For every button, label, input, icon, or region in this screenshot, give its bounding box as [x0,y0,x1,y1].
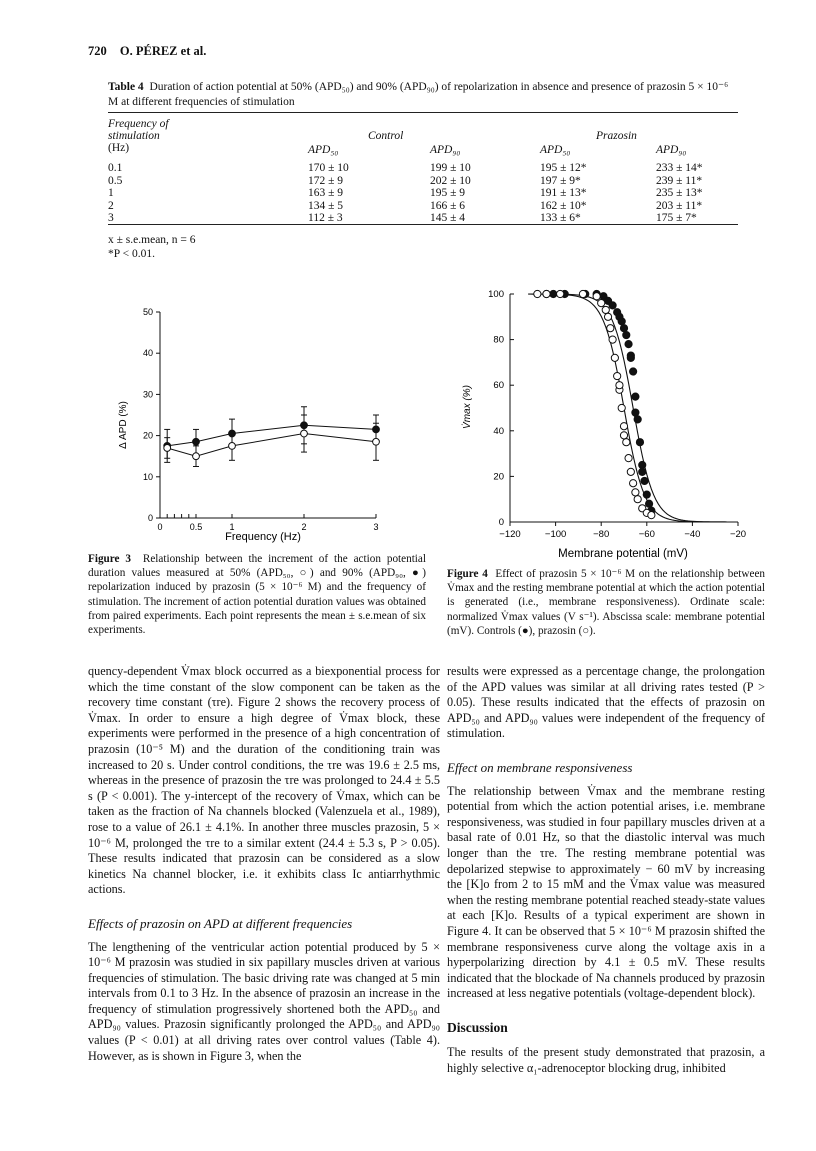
apd50-point [164,445,171,452]
subheader-prazosin-apd50: APD₅₀ [540,144,571,156]
table-cell-freq: 2 [108,199,114,212]
table-cell-freq: 0.5 [108,174,123,187]
running-header [88,44,206,59]
control-point [618,318,625,325]
left-paragraph-1: quency-dependent V̇max block occurred as a biexponential process for which the time constant of the slow component can be taken as the recovery time constant (τre). Figure 2 shows the recovery process of V̇max. In order to ensure a high degree of V̇max block, these experiments were performed in the presence of a high concentration of prazosin (10⁻⁵ M) and the duration of the conditioning train was increased to 20 s. Under control conditions, the τre was 19.6 ± 2.5 ms, whereas in the presence of prazosin the τre was prolonged to 24.4 ± 5.5 s (P < 0.001). The y-intercept of the recovery of V̇max, which can be taken as the fraction of Na channels blocked (Valenzuela et al., 1989), rose to a value of 26.1 ± 4.1%. In another three muscles prazosin, 5 × 10⁻⁶ M, prolonged the τre to a similar extent (24.4 ± 5.3 s, P > 0.05). These results indicated that prazosin can be considered as a slow kinetics Na channel blocker, i.e. it exhibits class Ic antiarrhythmic actions. [88,664,440,897]
y-tick-label: 40 [142,348,153,359]
figure4-ylabel: V̇max (%) [462,385,473,429]
prazosin-point [602,306,609,313]
figure4-chart [448,282,758,562]
prazosin-point [579,290,586,297]
apd50-point [193,453,200,460]
prazosin-point [616,382,623,389]
x-tick-label: −60 [638,529,655,540]
prazosin-point [618,404,625,411]
prazosin-point [609,336,616,343]
x-tick-label: 2 [301,522,307,532]
control-point [620,325,627,332]
section-heading-membrane-responsiveness: Effect on membrane responsiveness [447,759,633,775]
table-bottom-rule [108,224,738,225]
table4-caption-text: Duration of action potential at 50% (APD₅₀) and 90% (APD₉₀) of repolarization in absence and presence of prazosin 5 × 10⁻⁶ M at different frequencies of stimulation [108,81,729,108]
figure3-caption-label: Figure 3 [88,553,132,565]
figure4-marks [534,290,655,518]
right-paragraph-2: The relationship between V̇max and the membrane resting potential from which the action potential arises, i.e. membrane responsiveness, was studied in four papillary muscles driven at a basal rate of 0.01 Hz, so that the diastolic interval was much longer than the τre. The resting membrane potential was depolarized stepwise to approximately − 60 mV by increasing the [K]o from 2 to 15 mM and the V̇max value was measured when the resting membrane potential reached steady-state values at each [K]o. Results of a typical experiment are shown in Figure 4. It can be observed that 5 × 10⁻⁶ M prazosin shifted the membrane responsiveness curve along the voltage axis in a hyperpolarizing direction by 4.1 ± 0.5 mV. These results indicated that the blockade of Na channels produced by prazosin increased at less negative potentials (voltage-dependent block). [447,783,765,1001]
table-cell-prazosin-apd50: 197 ± 9* [540,174,581,187]
y-tick-label: 0 [147,513,153,523]
table-cell-control-apd50: 134 ± 5 [308,199,344,212]
table4-caption-label: Table 4 [108,81,144,93]
subheader-prazosin-apd90: APD₉₀ [656,144,687,156]
y-tick-label: 20 [142,430,153,441]
apd50-point [373,438,380,445]
table-cell-control-apd50: 112 ± 3 [308,212,343,224]
prazosin-point [604,313,611,320]
section-heading-apd-frequencies: Effects of prazosin on APD at different frequencies [88,915,353,931]
series-line [167,434,376,457]
table4 [108,118,738,268]
x-tick-label: −120 [499,529,521,540]
table-cell-control-apd50: 163 ± 9 [308,187,344,199]
left-paragraph-2: The lengthening of the ventricular action potential produced by 5 × 10⁻⁶ M prazosin was studied in six papillary muscles driven at various frequencies of stimulation. The basic driving rate was changed at 5 min intervals from 0.1 to 3 Hz. In the absence of prazosin an increase in the frequency of stimulation progressively shortened both the APD₅₀ and APD₉₀ values. Prazosin significantly prolonged the APD₅₀ and APD₉₀ values (P < 0.01) at all driving rates over control values (Table 4). However, as is shown in Figure 3, when the [88,939,440,1063]
control-point [639,468,646,475]
prazosin-point [648,512,655,519]
table-cell-prazosin-apd50: 191 ± 13* [540,187,587,199]
x-tick-label: 1 [229,522,235,532]
figure3-caption [88,552,426,637]
prazosin-point [627,468,634,475]
control-point [641,477,648,484]
x-tick-label: 0 [157,522,163,532]
apd50-point [301,430,308,437]
table-cell-prazosin-apd50: 195 ± 12* [540,162,587,174]
x-tick-label: −40 [684,529,701,540]
figure3-caption-text: Relationship between the increment of the action potential duration values measured at 50% (APD₅₀, ○) and 90% (APD₉₀, ●) repolarization induced by prazosin (5 × 10⁻⁶ M) and the frequency of stimulation. The increment of action potential duration values was obtained from paired experiments. Each point represents the mean ± s.e.mean of six experiments. [88,553,426,637]
control-point [645,500,652,507]
prazosin-point [598,300,605,307]
control-point [630,368,637,375]
prazosin-point [620,432,627,439]
prazosin-point [634,496,641,503]
freq-header-line3: (Hz) [108,142,130,154]
table-cell-control-apd50: 170 ± 10 [308,162,349,174]
y-tick-label: 60 [493,380,504,392]
control-point [634,416,641,423]
table-cell-prazosin-apd50: 133 ± 6* [540,212,581,224]
control-point [643,491,650,498]
prazosin-point [620,423,627,430]
y-tick-label: 80 [493,334,504,346]
prazosin-point [593,293,600,300]
table-cell-freq: 0.1 [108,162,123,174]
figure4-axes [488,289,746,540]
group-header-prazosin: Prazosin [596,130,637,142]
x-tick-label: −80 [593,529,610,540]
right-paragraph-3: The results of the present study demonstrated that prazosin, a highly selective α₁-adrenoceptor blocking drug, inhibited [447,1045,765,1076]
control-point [636,439,643,446]
y-tick-label: 20 [493,471,504,483]
figure4-xlabel: Membrane potential (mV) [558,548,688,560]
table-cell-prazosin-apd50: 162 ± 10* [540,199,587,212]
y-tick-label: 40 [493,425,504,437]
x-tick-label: −100 [544,529,567,540]
prazosin-point [611,354,618,361]
control-point [625,341,632,348]
table-cell-prazosin-apd90: 175 ± 7* [656,212,697,224]
control-point [623,331,630,338]
table4-caption [108,80,738,110]
table-cell-control-apd90: 195 ± 9 [430,187,466,199]
prazosin-point [614,372,621,379]
prazosin-point [632,489,639,496]
prazosin-point [623,439,630,446]
apd90-point [193,438,200,445]
figure3-chart [108,300,408,550]
figure4-caption-label: Figure 4 [447,568,488,580]
table-footnote-significance: *P < 0.01. [108,248,155,260]
x-tick-label: −20 [729,529,747,540]
prazosin-point [607,325,614,332]
y-tick-label: 10 [142,471,153,482]
y-tick-label: 30 [142,389,153,400]
figure4-caption [447,567,765,638]
y-tick-label: 50 [142,307,153,317]
table-cell-freq: 3 [108,212,114,224]
table-cell-control-apd90: 199 ± 10 [430,162,471,174]
table-cell-prazosin-apd90: 235 ± 13* [656,187,703,199]
control-point [550,290,557,297]
left-column [88,664,440,1064]
control-point [632,393,639,400]
table-cell-prazosin-apd90: 203 ± 11* [656,199,703,212]
control-point [639,461,646,468]
table-footnote-mean: x ± s.e.mean, n = 6 [108,234,196,246]
prazosin-point [543,290,550,297]
table-top-rule [108,112,738,113]
table-cell-freq: 1 [108,187,114,199]
section-heading-discussion: Discussion [447,1019,508,1035]
freq-header-line2: stimulation [108,130,160,142]
group-header-control: Control [368,130,404,142]
right-paragraph-1: results were expressed as a percentage change, the prolongation of the APD values was similar at all driving rates tested (P > 0.05). These results indicated that the effects of prazosin on APD₅₀ and APD₉₀ values were independent of the frequency of stimulation. [447,664,765,741]
table-cell-control-apd90: 145 ± 4 [430,212,466,224]
y-tick-label: 100 [488,289,504,300]
figure3-axes [143,307,379,532]
x-tick-label: 3 [373,522,379,532]
freq-header-line1: Frequency of [108,118,169,130]
subheader-control-apd90: APD₉₀ [430,144,461,156]
table-cell-prazosin-apd90: 233 ± 14* [656,162,703,174]
control-point [632,409,639,416]
apd50-point [229,443,236,450]
right-column [447,664,765,1077]
x-tick-label: 0.5 [189,522,203,532]
figure4-caption-text: Effect of prazosin 5 × 10⁻⁶ M on the relationship between V̇max and the resting membrane potential at which the action potential is generated (i.e., membrane responsiveness). Ordinate scale: normalized V̇max values (V s⁻¹). Abscissa scale: membrane potential (mV). Controls (●), prazosin (○). [447,568,766,637]
figure3-marks [164,407,380,467]
subheader-control-apd50: APD₅₀ [308,144,339,156]
prazosin-point [557,290,564,297]
prazosin-point [630,480,637,487]
running-title: O. PÉREZ et al. [119,44,207,58]
figure3-ylabel: Δ APD (%) [118,401,129,449]
control-point [627,354,634,361]
page-number: 720 [88,44,107,58]
table-cell-control-apd50: 172 ± 9 [308,174,344,187]
table-cell-control-apd90: 166 ± 6 [430,199,466,212]
prazosin-point [534,290,541,297]
prazosin-point [625,455,632,462]
table-cell-prazosin-apd90: 239 ± 11* [656,174,703,187]
control-point [609,302,616,309]
figure3-xlabel: Frequency (Hz) [225,531,301,543]
y-tick-label: 0 [498,517,504,528]
table-cell-control-apd90: 202 ± 10 [430,174,471,187]
